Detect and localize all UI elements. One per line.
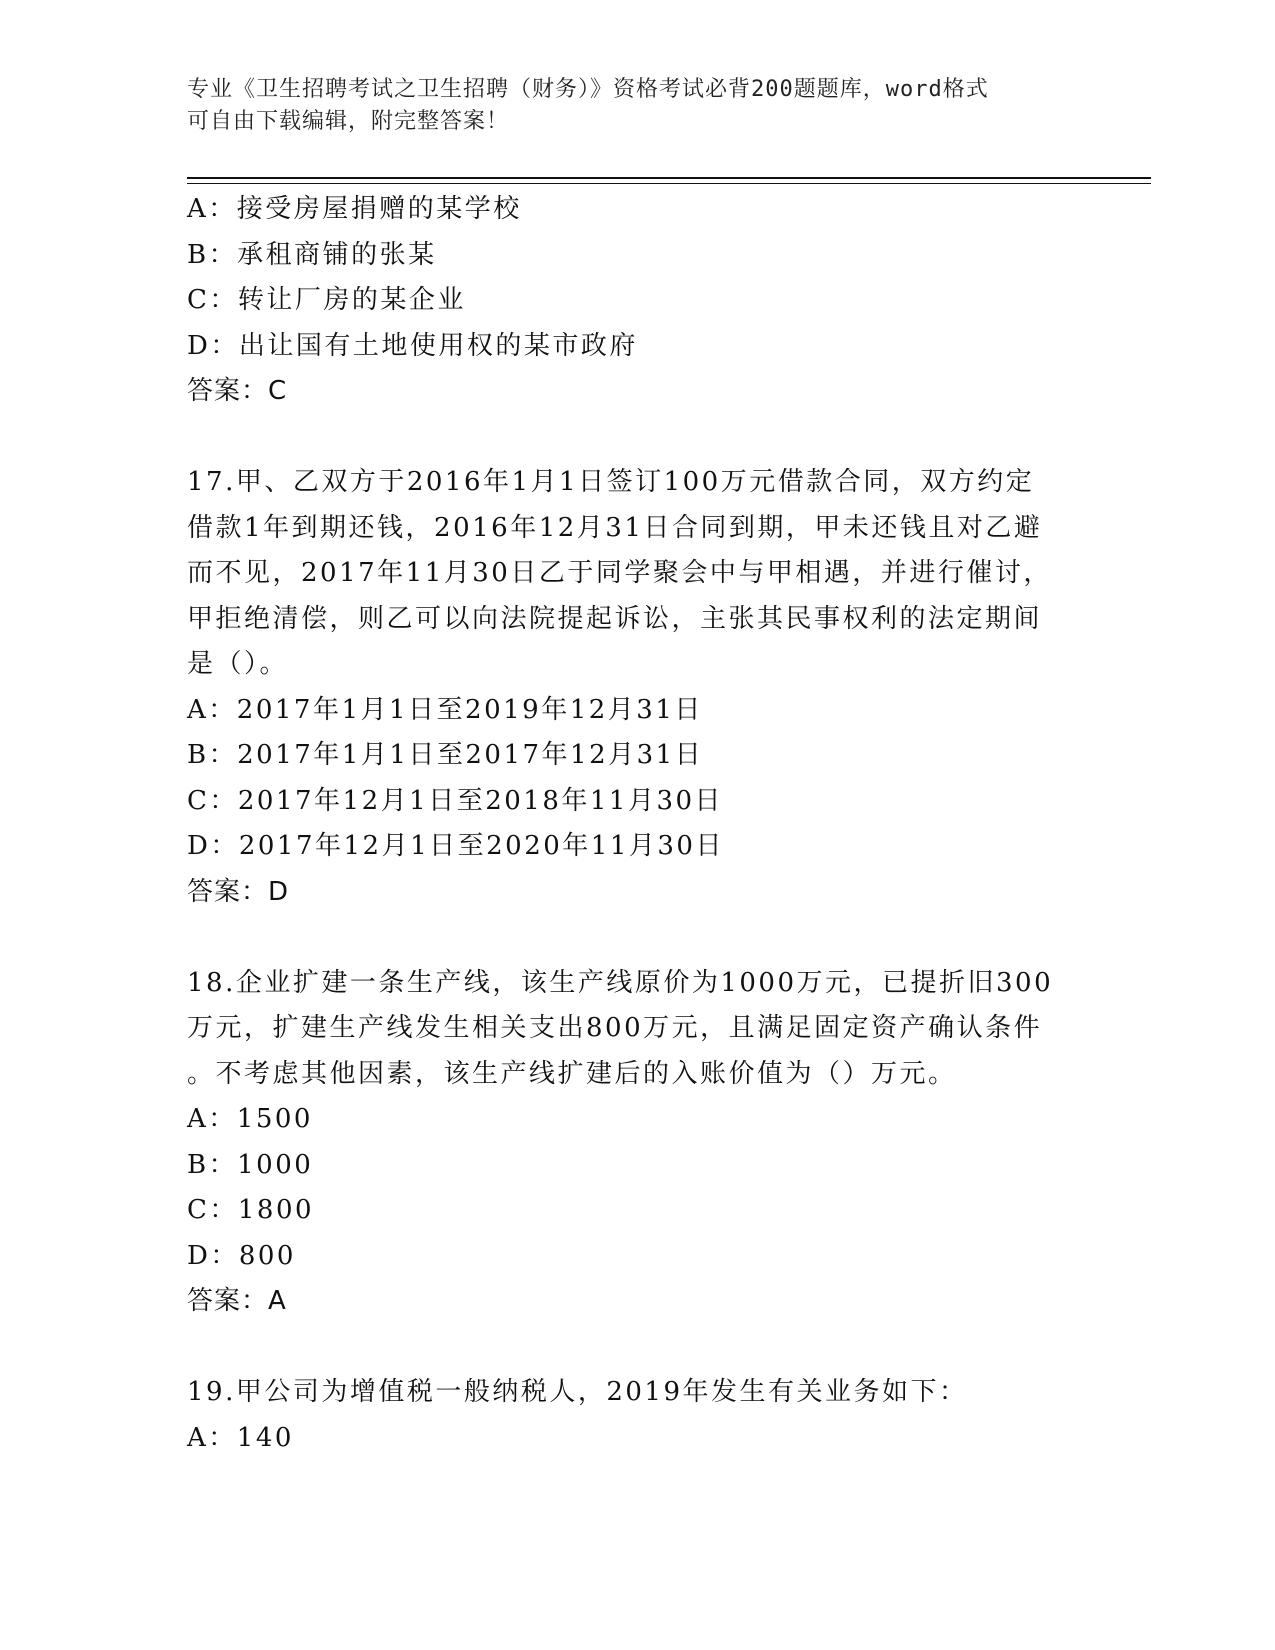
option-d: D：2017年12月1日至2020年11月30日 xyxy=(187,831,724,861)
option-b: B：承租商铺的张某 xyxy=(187,239,437,270)
question-17 xyxy=(187,460,1067,915)
spacer xyxy=(187,1325,1067,1371)
question-16 xyxy=(187,187,1067,415)
spacer xyxy=(187,915,1067,961)
header-divider-thin xyxy=(187,183,1151,184)
option-a: A：接受房屋捐赠的某学校 xyxy=(187,194,522,224)
question-19 xyxy=(187,1370,1067,1461)
option-c: C：1800 xyxy=(187,1195,315,1225)
question-content xyxy=(187,187,1067,1461)
question-stem-line: 而不见，2017年11月30日乙于同学聚会中与甲相遇，并进行催讨， xyxy=(187,558,1052,588)
option-b: B：2017年1月1日至2017年12月31日 xyxy=(187,740,704,770)
answer-line: 答案：C xyxy=(187,376,288,406)
header-title-line-1: 专业《卫生招聘考试之卫生招聘（财务）》资格考试必背200题题库，word格式 xyxy=(187,77,989,102)
header-title-line-2: 可自由下载编辑，附完整答案！ xyxy=(187,109,510,134)
spacer xyxy=(187,415,1067,461)
option-a: A：140 xyxy=(187,1422,294,1453)
question-18 xyxy=(187,961,1067,1325)
document-header xyxy=(187,74,1067,138)
answer-line: 答案：D xyxy=(187,876,290,907)
option-a: A：1500 xyxy=(187,1104,313,1134)
question-stem-line: 万元，扩建生产线发生相关支出800万元，且满足固定资产确认条件 xyxy=(187,1013,1043,1043)
option-b: B：1000 xyxy=(187,1149,314,1180)
option-a: A：2017年1月1日至2019年12月31日 xyxy=(187,694,703,725)
question-stem-line: 19.甲公司为增值税一般纳税人，2019年发生有关业务如下： xyxy=(187,1377,968,1407)
answer-line: 答案：A xyxy=(187,1286,287,1316)
question-stem-line: 17.甲、乙双方于2016年1月1日签订100万元借款合同，双方约定 xyxy=(187,467,1035,497)
question-stem-line: 借款1年到期还钱，2016年12月31日合同到期，甲未还钱且对乙避 xyxy=(187,512,1043,543)
header-divider-thick xyxy=(187,177,1151,179)
question-stem-line: 甲拒绝清偿，则乙可以向法院提起诉讼，主张其民事权利的法定期间 xyxy=(187,603,1043,634)
option-c: C：转让厂房的某企业 xyxy=(187,285,466,315)
question-stem-line: 。不考虑其他因素，该生产线扩建后的入账价值为（）万元。 xyxy=(187,1058,957,1089)
option-d: D：出让国有土地使用权的某市政府 xyxy=(187,330,638,361)
option-d: D：800 xyxy=(187,1240,296,1271)
option-c: C：2017年12月1日至2018年11月30日 xyxy=(187,785,724,816)
question-stem-line: 是（）。 xyxy=(187,649,289,679)
question-stem-line: 18.企业扩建一条生产线，该生产线原价为1000万元，已提折旧300 xyxy=(187,967,1054,998)
